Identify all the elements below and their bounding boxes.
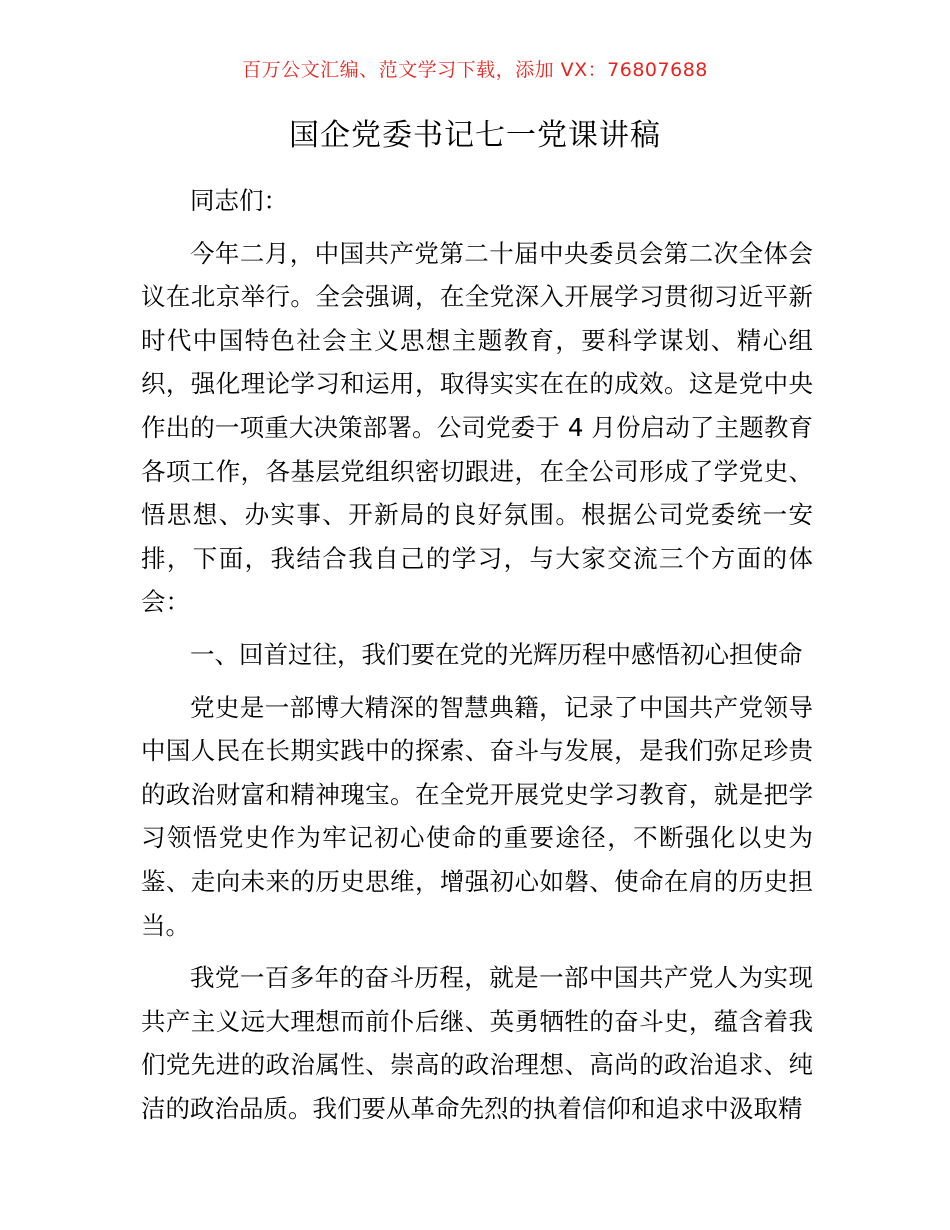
salutation-paragraph: 同志们： bbox=[190, 186, 288, 215]
section-heading: 一、回首过往，我们要在党的光辉历程中感悟初心担使命 bbox=[190, 639, 803, 669]
document-title: 国企党委书记七一党课讲稿 bbox=[289, 118, 661, 153]
body-paragraph: 我党一百多年的奋斗历程，就是一部中国共产党人为实现共产主义远大理想而前仆后继、英勇牺牲的奋斗史，蕴含着我们党先进的政治属性、崇高的政治理想、高尚的政治追求、纯洁的政治品质。我们要从革命先烈的执着信仰和追求中汲取精 bbox=[141, 963, 813, 1123]
body-paragraph: 今年二月，中国共产党第二十届中央委员会第二次全体会议在北京举行。全会强调，在全党深入开展学习贯彻习近平新时代中国特色社会主义思想主题教育，要科学谋划、精心组织，强化理论学习和运用，取得实实在在的成效。这是党中央作出的一项重大决策部署。公司党委于 4 月份启动了主题教育各项工作，各基层党组织密切跟进，在全公司形成了学党史、悟思想、办实事、开新局的良好氛围。根据公司党委统一安排，下面，我结合我自己的学习，与大家交流三个方面的体会： bbox=[141, 238, 813, 617]
watermark-banner: 百万公文汇编、范文学习下载，添加 VX：76807688 bbox=[242, 59, 708, 81]
document-body bbox=[141, 170, 813, 1130]
body-paragraph: 党史是一部博大精深的智慧典籍，记录了中国共产党领导中国人民在长期实践中的探索、奋斗与发展，是我们弥足珍贵的政治财富和精神瑰宝。在全党开展党史学习教育，就是把学习领悟党史作为牢记初心使命的重要途径，不断强化以史为鉴、走向未来的历史思维，增强初心如磐、使命在肩的历史担当。 bbox=[141, 692, 813, 940]
